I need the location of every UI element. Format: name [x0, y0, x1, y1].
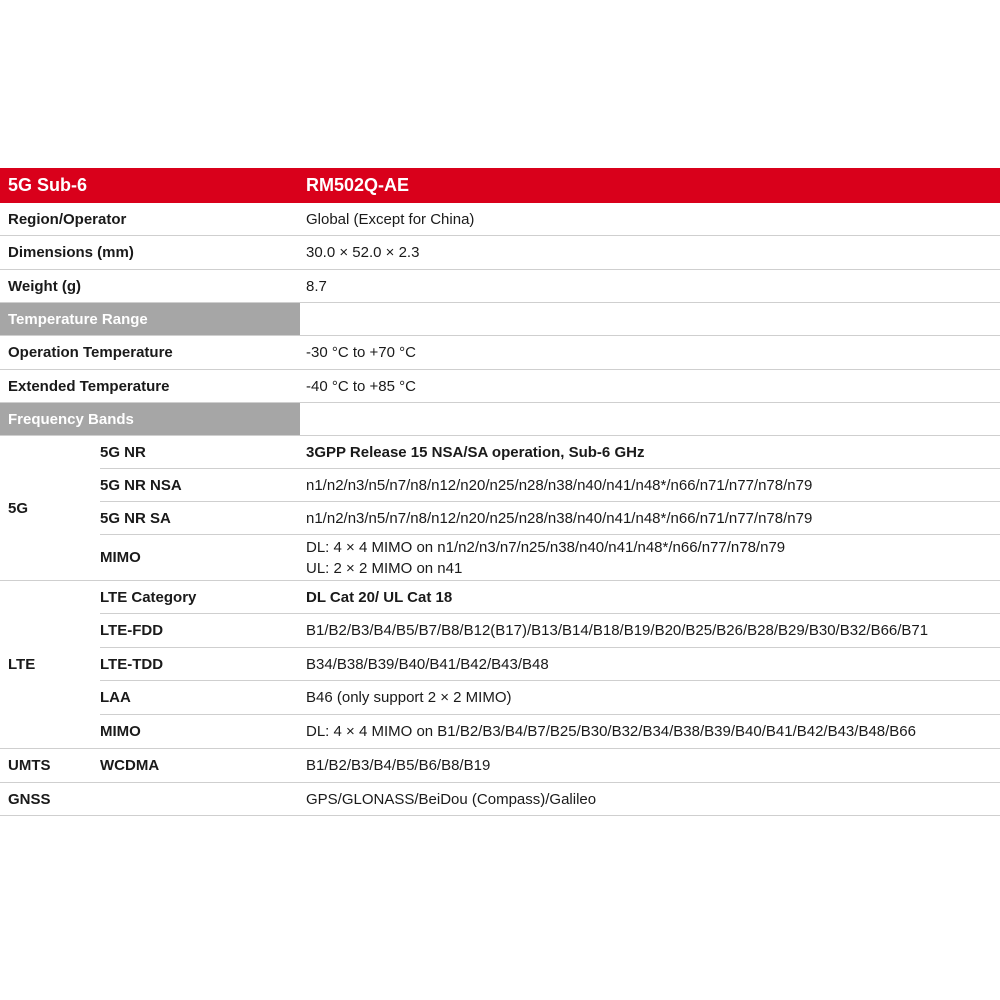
row-label: 5G NR NSA — [100, 476, 182, 494]
group-5g — [0, 436, 1000, 581]
row-value: 8.7 — [306, 277, 327, 295]
table-row — [100, 469, 1000, 502]
section-header-frequency — [0, 403, 1000, 436]
row-value: -40 °C to +85 °C — [306, 377, 416, 395]
row-label: Weight (g) — [8, 277, 82, 295]
header-model: RM502Q-AE — [306, 175, 410, 195]
table-row — [100, 681, 1000, 715]
row-label: 5G NR — [100, 443, 146, 461]
row-value: 30.0 × 52.0 × 2.3 — [306, 244, 420, 261]
table-row — [100, 535, 1000, 580]
section-header-temperature — [0, 303, 1000, 336]
row-value — [300, 535, 1000, 580]
row-label: Extended Temperature — [8, 377, 170, 395]
table-row — [100, 581, 1000, 614]
group-label: UMTS — [8, 757, 51, 774]
row-label: LTE-FDD — [100, 622, 164, 639]
row-label: LTE-TDD — [100, 655, 164, 673]
section-title: Frequency Bands — [0, 403, 300, 435]
table-row — [100, 502, 1000, 535]
table-row — [100, 715, 1000, 748]
row-value: B46 (only support 2 × 2 MIMO) — [306, 689, 512, 706]
row-value: Global (Except for China) — [306, 210, 475, 228]
mimo-ul-text: UL: 2 × 2 MIMO on n41 — [306, 559, 463, 577]
mimo-dl-text: DL: 4 × 4 MIMO on n1/n2/n3/n7/n25/n38/n40/n41/n48*/n66/n77/n78/n79 — [306, 538, 786, 556]
table-row — [0, 749, 1000, 783]
row-label: Region/Operator — [8, 210, 127, 228]
table-row — [0, 336, 1000, 370]
row-value: -30 °C to +70 °C — [306, 344, 416, 361]
row-label: MIMO — [100, 549, 141, 566]
row-value: DL Cat 20/ UL Cat 18 — [306, 588, 453, 606]
table-row — [0, 203, 1000, 236]
table-row — [0, 236, 1000, 270]
row-value: 3GPP Release 15 NSA/SA operation, Sub-6 GHz — [306, 443, 645, 461]
table-row — [0, 370, 1000, 403]
row-label: Operation Temperature — [8, 344, 173, 361]
row-label: MIMO — [100, 723, 141, 740]
row-value: B1/B2/B3/B4/B5/B6/B8/B19 — [306, 757, 491, 774]
table-row — [100, 614, 1000, 648]
row-value: B1/B2/B3/B4/B5/B7/B8/B12(B17)/B13/B14/B18/B19/B20/B25/B26/B28/B29/B30/B32/B66/B71 — [306, 622, 929, 639]
row-value: n1/n2/n3/n5/n7/n8/n12/n20/n25/n28/n38/n40/n41/n48*/n66/n71/n77/n78/n79 — [306, 509, 813, 527]
row-label: Dimensions (mm) — [8, 244, 134, 261]
row-label: 5G NR SA — [100, 509, 171, 527]
row-value: DL: 4 × 4 MIMO on B1/B2/B3/B4/B7/B25/B30/B32/B34/B38/B39/B40/B41/B42/B43/B48/B66 — [306, 723, 916, 740]
table-row — [100, 436, 1000, 469]
header-category: 5G Sub-6 — [8, 175, 88, 195]
group-lte — [0, 581, 1000, 749]
row-value: B34/B38/B39/B40/B41/B42/B43/B48 — [306, 655, 549, 673]
spec-table — [0, 168, 1000, 816]
row-label: WCDMA — [100, 757, 160, 774]
group-label: LTE — [8, 656, 36, 673]
row-value: n1/n2/n3/n5/n7/n8/n12/n20/n25/n28/n38/n40/n41/n48*/n66/n71/n77/n78/n79 — [306, 476, 813, 494]
table-row — [0, 783, 1000, 816]
row-label: LTE Category — [100, 588, 197, 606]
table-row — [100, 648, 1000, 681]
group-label: GNSS — [8, 790, 51, 808]
group-label: 5G — [8, 499, 29, 517]
table-row — [0, 270, 1000, 303]
section-title: Temperature Range — [0, 303, 300, 335]
row-label: LAA — [100, 689, 131, 706]
table-header — [0, 168, 1000, 203]
row-value: GPS/GLONASS/BeiDou (Compass)/Galileo — [306, 790, 597, 808]
